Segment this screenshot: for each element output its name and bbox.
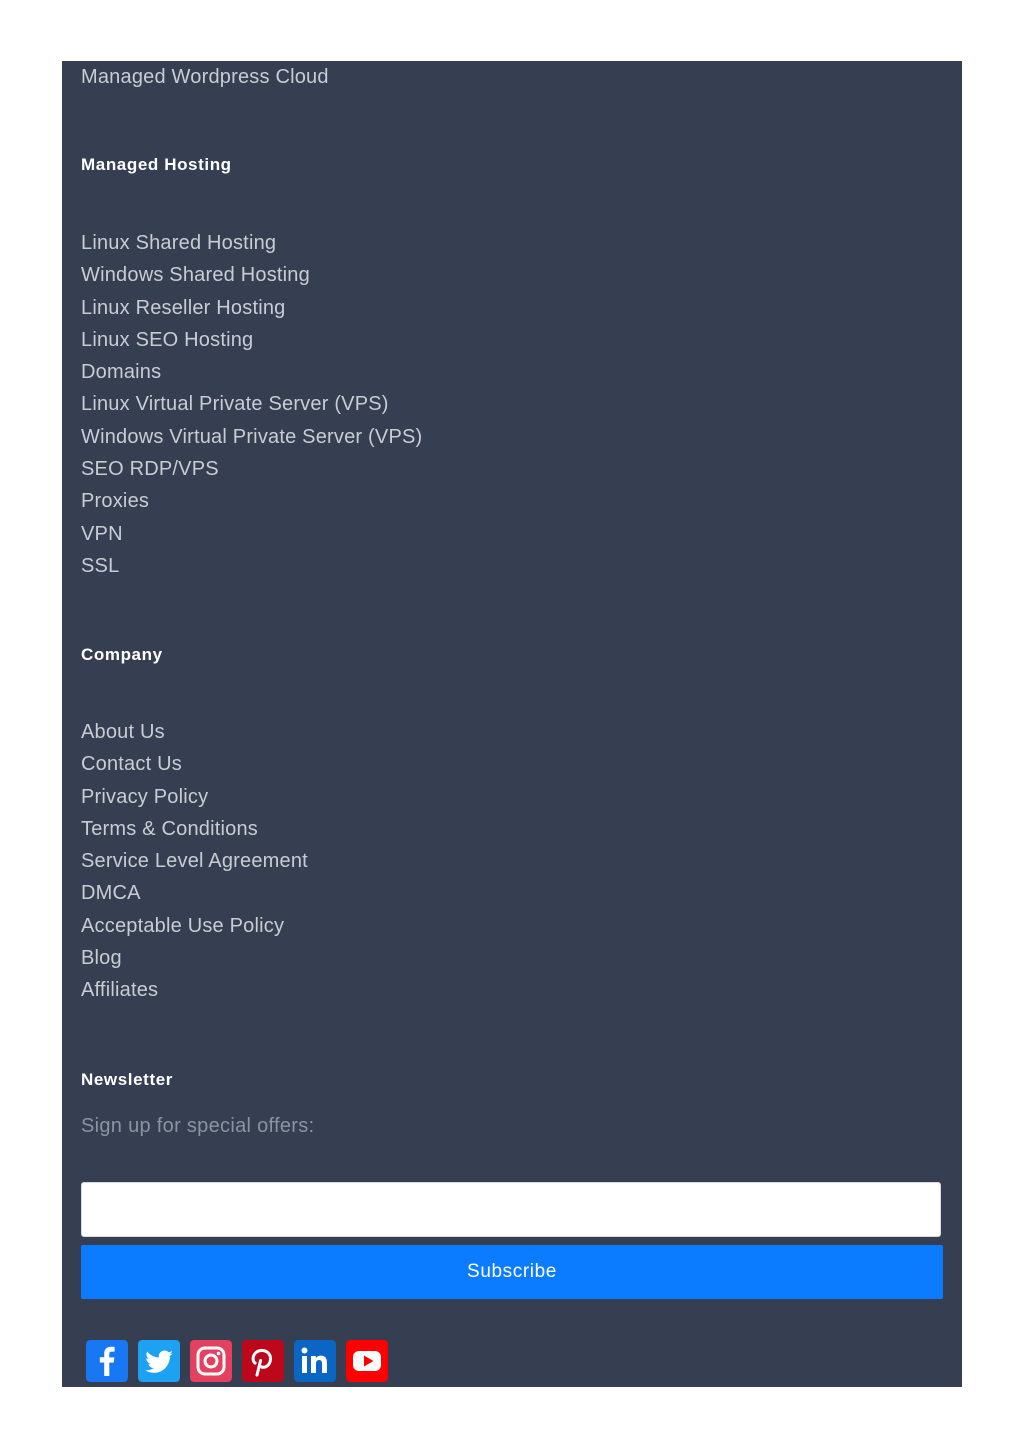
instagram-link[interactable] (190, 1340, 232, 1382)
footer-link-privacy-policy[interactable]: Privacy Policy (81, 785, 209, 808)
newsletter-signup-text: Sign up for special offers: (81, 1115, 315, 1137)
list-item (81, 388, 422, 420)
list-item (81, 845, 308, 877)
linkedin-link[interactable] (294, 1340, 336, 1382)
list-item (81, 748, 308, 780)
footer-link-managed-wordpress-cloud[interactable]: Managed Wordpress Cloud (81, 66, 329, 88)
list-item (81, 942, 308, 974)
footer-link-linux-vps[interactable]: Linux Virtual Private Server (VPS) (81, 393, 389, 416)
list-item (81, 550, 422, 582)
footer-link-linux-reseller-hosting[interactable]: Linux Reseller Hosting (81, 296, 286, 319)
twitter-link[interactable] (138, 1340, 180, 1382)
list-item (81, 259, 422, 291)
list-item (81, 910, 308, 942)
social-links (86, 1340, 388, 1382)
footer-link-seo-rdp-vps[interactable]: SEO RDP/VPS (81, 458, 219, 481)
twitter-icon (138, 1340, 180, 1382)
footer-link-vpn[interactable]: VPN (81, 522, 123, 545)
list-item (81, 974, 308, 1006)
site-footer (62, 61, 962, 1387)
youtube-link[interactable] (346, 1340, 388, 1382)
footer-link-service-level-agreement[interactable]: Service Level Agreement (81, 850, 308, 873)
list-item (81, 716, 308, 748)
footer-link-linux-shared-hosting[interactable]: Linux Shared Hosting (81, 232, 277, 254)
list-item (81, 227, 422, 259)
list-item (81, 292, 422, 324)
facebook-link[interactable] (86, 1340, 128, 1382)
list-item (81, 421, 422, 453)
subscribe-button[interactable]: Subscribe (81, 1245, 943, 1299)
newsletter-email-input[interactable] (81, 1182, 941, 1237)
list-item (81, 356, 422, 388)
footer-link-linux-seo-hosting[interactable]: Linux SEO Hosting (81, 328, 254, 351)
footer-link-proxies[interactable]: Proxies (81, 490, 150, 513)
footer-link-about-us[interactable]: About Us (81, 721, 165, 743)
footer-link-acceptable-use-policy[interactable]: Acceptable Use Policy (81, 914, 285, 937)
footer-link-windows-vps[interactable]: Windows Virtual Private Server (VPS) (81, 425, 423, 448)
footer-link-terms-conditions[interactable]: Terms & Conditions (81, 817, 258, 840)
newsletter-heading: Newsletter (81, 1070, 173, 1089)
footer-link-domains[interactable]: Domains (81, 361, 162, 384)
footer-link-blog[interactable]: Blog (81, 947, 122, 970)
footer-link-affiliates[interactable]: Affiliates (81, 979, 159, 1002)
instagram-icon (190, 1340, 232, 1382)
list-item (81, 781, 308, 813)
footer-link-dmca[interactable]: DMCA (81, 882, 141, 905)
facebook-icon (86, 1340, 128, 1382)
pinterest-link[interactable] (242, 1340, 284, 1382)
pinterest-icon (242, 1340, 284, 1382)
list-item (81, 453, 422, 485)
managed-hosting-heading: Managed Hosting (81, 155, 232, 174)
footer-link-ssl[interactable]: SSL (81, 554, 120, 577)
list-item (81, 485, 422, 517)
list-item (81, 813, 308, 845)
company-heading: Company (81, 645, 163, 664)
list-item (81, 877, 308, 909)
youtube-icon (346, 1340, 388, 1382)
list-item (81, 324, 422, 356)
linkedin-icon (294, 1340, 336, 1382)
footer-link-windows-shared-hosting[interactable]: Windows Shared Hosting (81, 264, 310, 287)
managed-hosting-links (81, 227, 422, 582)
list-item (81, 518, 422, 550)
footer-link-contact-us[interactable]: Contact Us (81, 753, 182, 776)
company-links (81, 716, 308, 1007)
